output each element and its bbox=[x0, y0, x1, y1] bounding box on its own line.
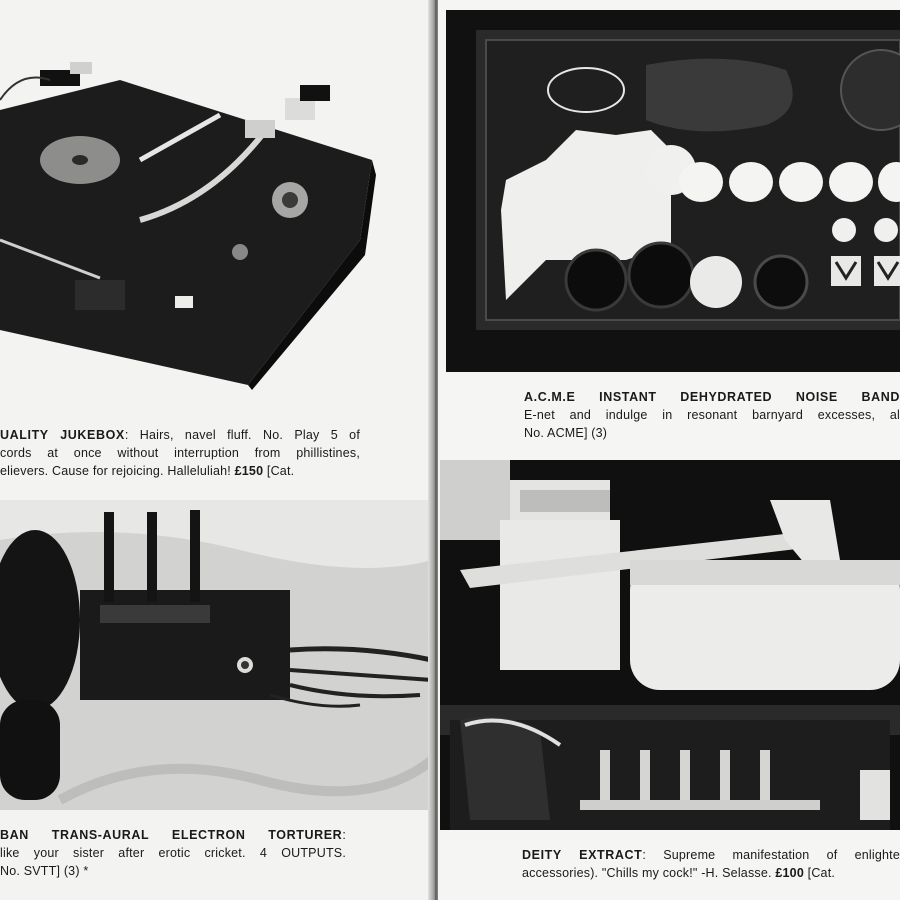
noise-band-caption bbox=[524, 388, 900, 442]
torturer-colon: : bbox=[342, 828, 346, 842]
deity-cat: [Cat. bbox=[803, 866, 836, 880]
torturer-photo bbox=[0, 500, 432, 810]
jukebox-line2: cords at once without interruption from phillistines, bbox=[0, 446, 360, 460]
jukebox-photo bbox=[0, 40, 380, 390]
noise-band-title: A.C.M.E INSTANT DEHYDRATED NOISE BAND bbox=[524, 390, 900, 404]
noise-band-photo bbox=[446, 10, 900, 372]
right-page bbox=[438, 0, 900, 900]
jukebox-line1: : Hairs, navel fluff. No. Play 5 of bbox=[124, 428, 360, 442]
torturer-line2: like your sister after erotic cricket. 4 OUTPUTS. bbox=[0, 846, 346, 860]
torturer-title: BAN TRANS-AURAL ELECTRON TORTURER bbox=[0, 828, 343, 842]
deity-line1: : Supreme manifestation of enlighte bbox=[642, 848, 900, 862]
jukebox-caption bbox=[0, 426, 360, 480]
deity-caption bbox=[522, 846, 900, 882]
deity-title: DEITY EXTRACT bbox=[522, 848, 643, 862]
jukebox-line3: elievers. Cause for rejoicing. Halleluliah! bbox=[0, 464, 235, 478]
jukebox-cat: [Cat. bbox=[263, 464, 295, 478]
noise-band-line3: No. ACME] (3) bbox=[524, 426, 608, 440]
jukebox-title: UALITY JUKEBOX bbox=[0, 428, 125, 442]
deity-price: £100 bbox=[775, 866, 804, 880]
left-page bbox=[0, 0, 432, 900]
torturer-caption bbox=[0, 826, 346, 880]
torturer-line3: No. SVTT] (3) * bbox=[0, 864, 89, 878]
deity-line2: accessories). "Chills my cock!" -H. Selasse. bbox=[522, 866, 776, 880]
jukebox-price: £150 bbox=[234, 464, 264, 478]
noise-band-line2: E-net and indulge in resonant barnyard excesses, al bbox=[524, 408, 900, 422]
deity-photo bbox=[440, 460, 900, 830]
